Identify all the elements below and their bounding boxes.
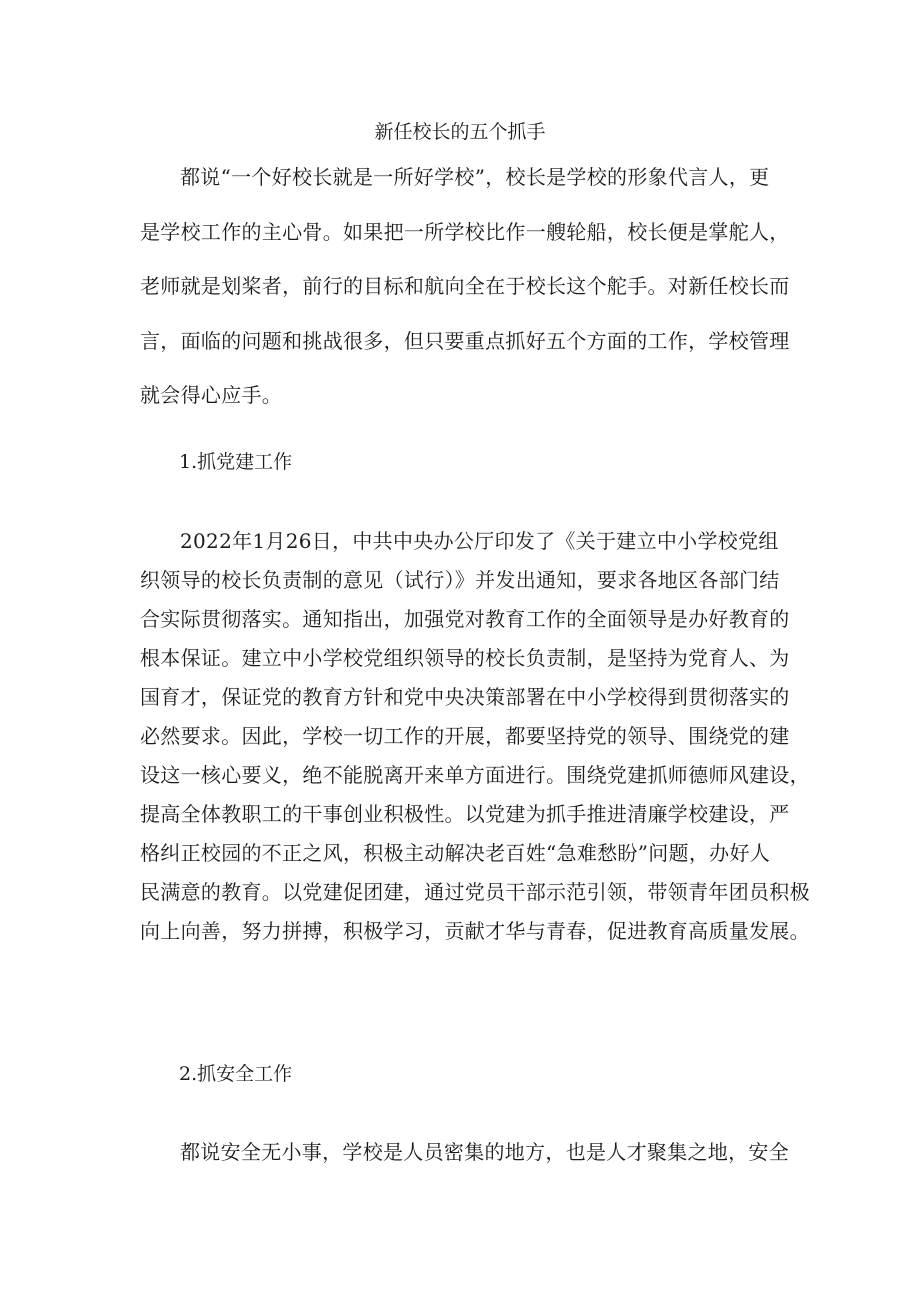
paragraph-line: 合实际贯彻落实。通知指出，加强党对教育工作的全面领导是办好教育的 bbox=[140, 607, 790, 631]
paragraph-line: 格纠正校园的不正之风，积极主动解决老百姓“急难愁盼”问题，办好人 bbox=[140, 841, 771, 865]
section-paragraph-party-building bbox=[140, 522, 810, 951]
paragraph-line: 就会得心应手。 bbox=[140, 383, 283, 407]
paragraph-line: 言，面临的问题和挑战很多，但只要重点抓好五个方面的工作，学校管理 bbox=[140, 328, 790, 353]
paragraph-line: 提高全体教职工的干事创业积极性。以党建为抓手推进清廉学校建设，严 bbox=[140, 802, 790, 826]
section-heading-party-building: 1.抓党建工作 bbox=[179, 451, 293, 473]
paragraph-line: 根本保证。建立中小学校党组织领导的校长负责制，是坚持为党育人、为 bbox=[140, 646, 790, 670]
paragraph-line: 老师就是划桨者，前行的目标和航向全在于校长这个舵手。对新任校长而 bbox=[140, 274, 790, 298]
section-heading-safety: 2.抓安全工作 bbox=[179, 1063, 293, 1085]
paragraph-line: 都说“一个好校长就是一所好学校”，校长是学校的形象代言人，更 bbox=[180, 165, 770, 189]
paragraph-line: 必然要求。因此，学校一切工作的开展，都要坚持党的领导、围绕党的建 bbox=[140, 724, 790, 748]
paragraph-line: 是学校工作的主心骨。如果把一所学校比作一艘轮船，校长便是掌舵人， bbox=[140, 219, 790, 244]
paragraph-line: 向上向善，努力拼搏，积极学习，贡献才华与青春，促进教育高质量发展。 bbox=[140, 919, 810, 943]
paragraph-line: 都说安全无小事，学校是人员密集的地方，也是人才聚集之地，安全 bbox=[180, 1140, 789, 1164]
paragraph-line: 织领导的校长负责制的意见（试行）》并发出通知，要求各地区各部门结 bbox=[140, 568, 780, 592]
document-title: 新任校长的五个抓手 bbox=[374, 121, 546, 143]
paragraph-line: 2022年1月26日，中共中央办公厅印发了《关于建立中小学校党组 bbox=[180, 529, 779, 553]
paragraph-line: 国育才，保证党的教育方针和党中央决策部署在中小学校得到贯彻落实的 bbox=[140, 685, 790, 709]
paragraph-line: 设这一核心要义，绝不能脱离开来单方面进行。围绕党建抓师德师风建设， bbox=[140, 763, 810, 787]
intro-paragraph bbox=[140, 150, 800, 423]
section-paragraph-safety bbox=[140, 1133, 800, 1172]
paragraph-line: 民满意的教育。以党建促团建，通过党员干部示范引领，带领青年团员积极 bbox=[140, 880, 810, 904]
